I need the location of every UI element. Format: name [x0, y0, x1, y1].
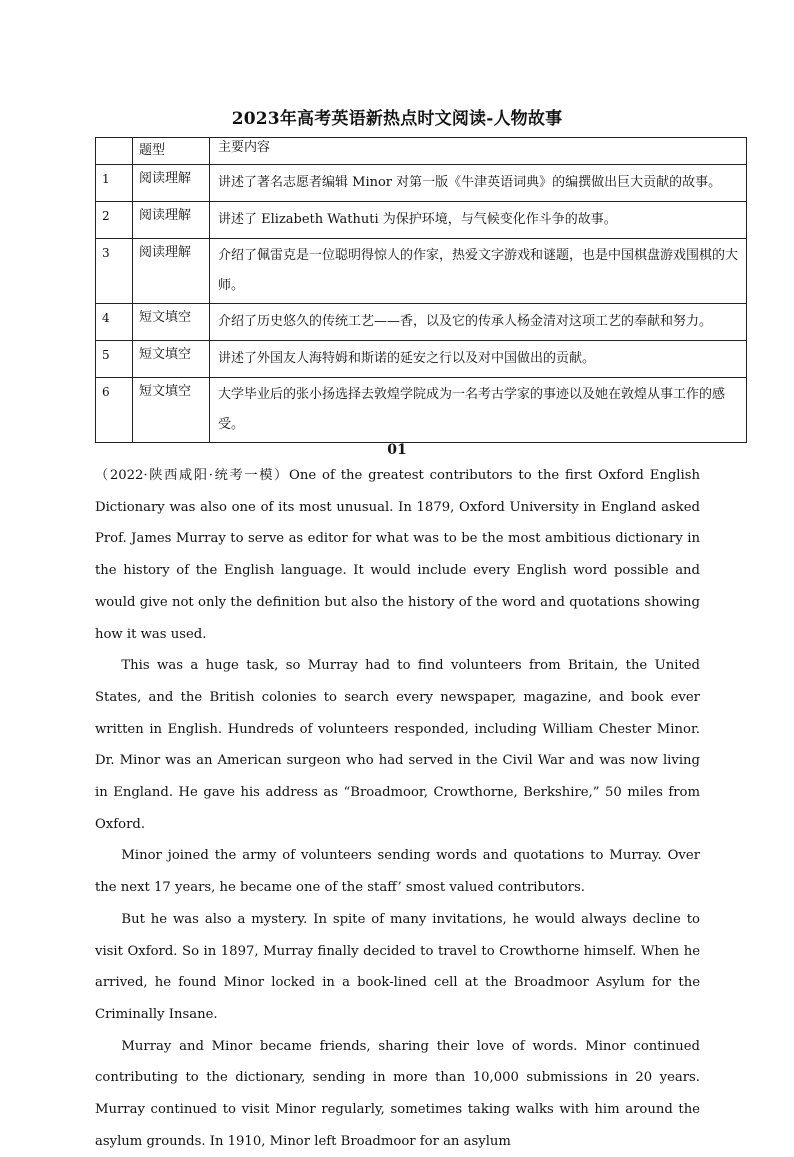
row-num: 1	[96, 165, 133, 202]
summary-table	[95, 137, 747, 443]
row-content: 介绍了佩雷克是一位聪明得惊人的作家，热爱文字游戏和谜题，也是中国棋盘游戏围棋的大师。	[210, 239, 747, 304]
article-source: （2022·陕西咸阳·统考一模）	[95, 468, 290, 483]
row-num: 3	[96, 239, 133, 304]
row-type: 短文填空	[133, 304, 210, 341]
article-paragraph: This was a huge task, so Murray had to find volunteers from Britain, the United States, and the British colonies to search every newspaper, magazine, and book ever written in English. Hundreds of volunteers responded, including William Chester Minor. Dr. Minor was an American surgeon who had served in the Civil War and was now living in England. He gave his address as “Broadmoor, Crowthorne, Berkshire,” 50 miles from Oxford.	[95, 658, 700, 832]
table-row	[96, 304, 747, 341]
section-number: 01	[387, 442, 407, 458]
table-row	[96, 165, 747, 202]
table-row	[96, 378, 747, 443]
row-content: 大学毕业后的张小扬选择去敦煌学院成为一名考古学家的事迹以及她在敦煌从事工作的感受。	[210, 378, 747, 443]
table-row	[96, 202, 747, 239]
row-content: 介绍了历史悠久的传统工艺——香，以及它的传承人杨金清对这项工艺的奉献和努力。	[210, 304, 747, 341]
header-type: 题型	[133, 138, 210, 165]
article-paragraph: Minor joined the army of volunteers sending words and quotations to Murray. Over the next 17 years, he became one of the staff’ smost valued contributors.	[95, 848, 700, 896]
row-type: 阅读理解	[133, 165, 210, 202]
article-paragraph: Murray and Minor became friends, sharing their love of words. Minor continued contributing to the dictionary, sending in more than 10,000 submissions in 20 years. Murray continued to visit Minor regularly, sometimes taking walks with him around the asylum grounds. In 1910, Minor left Broadmoor for an asylum	[95, 1038, 700, 1149]
row-num: 2	[96, 202, 133, 239]
paragraph-text: One of the greatest contributors to the first Oxford English Dictionary was also one of its most unusual. In 1879, Oxford University in England asked Prof. James Murray to serve as editor for what was to be the most ambitious dictionary in the history of the English language. It would include every English word possible and would give not only the definition but also the history of the word and quotations showing how it was used.	[95, 468, 700, 642]
article-paragraph	[95, 460, 700, 650]
row-type: 阅读理解	[133, 239, 210, 304]
row-num: 4	[96, 304, 133, 341]
header-num	[96, 138, 133, 165]
row-type: 短文填空	[133, 378, 210, 443]
header-content: 主要内容	[210, 138, 747, 165]
table-row	[96, 239, 747, 304]
row-type: 短文填空	[133, 341, 210, 378]
row-content: 讲述了 Elizabeth Wathuti 为保护环境，与气候变化作斗争的故事。	[210, 202, 747, 239]
page-title: 2023年高考英语新热点时文阅读-人物故事	[231, 109, 563, 129]
row-content: 讲述了著名志愿者编辑 Minor 对第一版《牛津英语词典》的编撰做出巨大贡献的故事。	[210, 165, 747, 202]
table-header-row	[96, 138, 747, 165]
row-num: 5	[96, 341, 133, 378]
row-content: 讲述了外国友人海特姆和斯诺的延安之行以及对中国做出的贡献。	[210, 341, 747, 378]
table-row	[96, 341, 747, 378]
row-type: 阅读理解	[133, 202, 210, 239]
article-paragraph: But he was also a mystery. In spite of many invitations, he would always decline to visit Oxford. So in 1897, Murray finally decided to travel to Crowthorne himself. When he arrived, he found Minor locked in a book-lined cell at the Broadmoor Asylum for the Criminally Insane.	[95, 911, 700, 1022]
article-body	[95, 460, 700, 1157]
row-num: 6	[96, 378, 133, 443]
